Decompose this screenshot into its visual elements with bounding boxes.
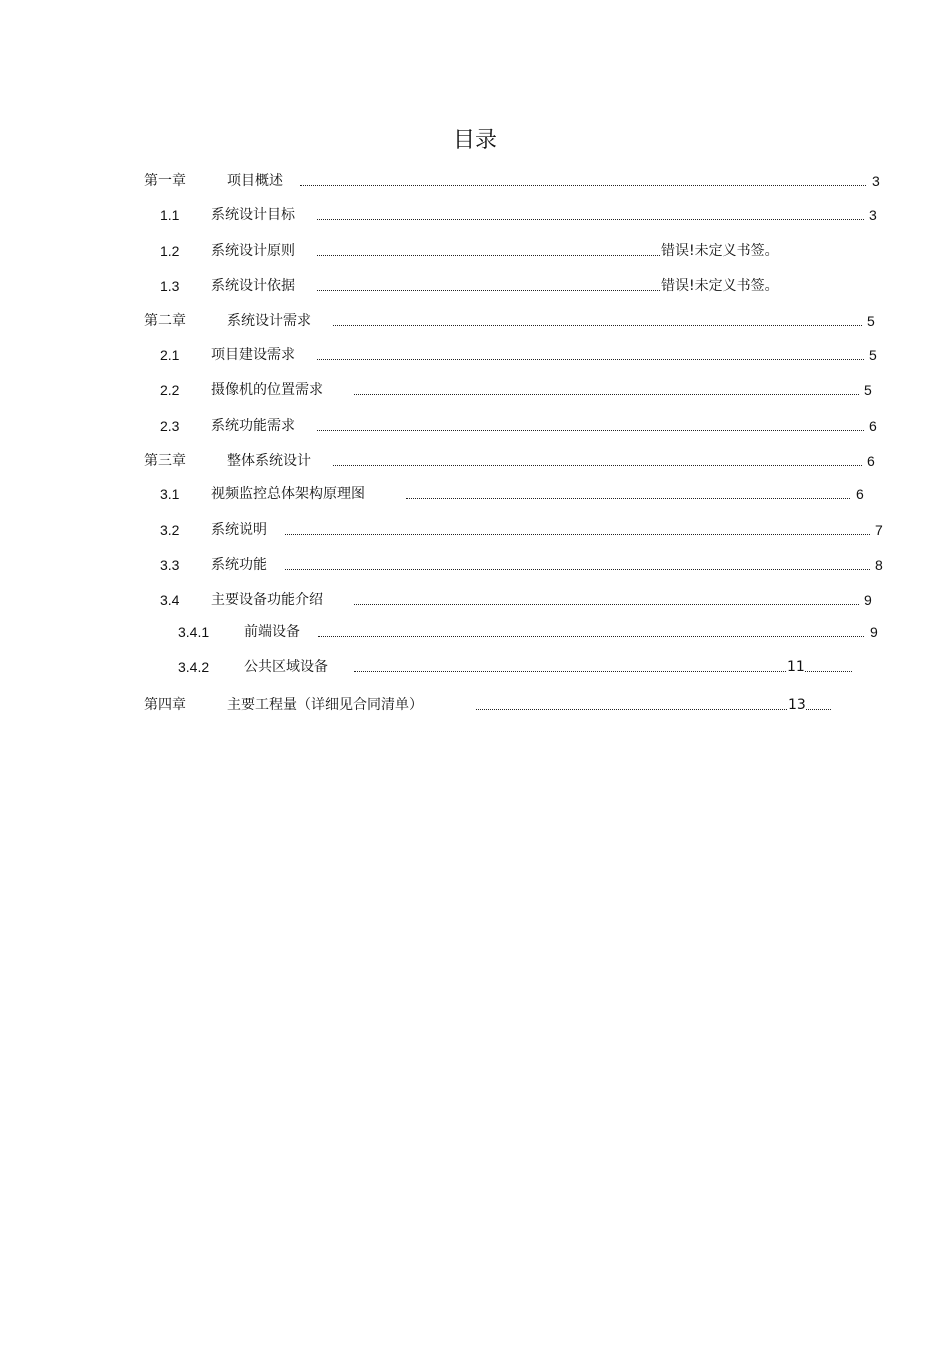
toc-entry-2-2[interactable]: [0, 379, 950, 401]
toc-entry-page: 7: [875, 522, 883, 538]
toc-entry-number: 第二章: [144, 313, 186, 329]
toc-entry-title: 系统功能: [211, 557, 267, 573]
toc-entry-number: 1.1: [160, 207, 180, 223]
toc-entry-title: 系统设计依据: [211, 278, 295, 294]
toc-dot-leader: [300, 185, 866, 186]
toc-entry-page: 5: [867, 313, 875, 329]
toc-entry-2-1[interactable]: [0, 344, 950, 366]
toc-dot-leader: [317, 290, 662, 291]
toc-dot-leader: [354, 671, 852, 672]
toc-entry-page: 3: [869, 207, 877, 223]
toc-entry-page: 6: [867, 453, 875, 469]
toc-entry-3-3[interactable]: [0, 554, 950, 576]
toc-entry-2-3[interactable]: [0, 415, 950, 437]
toc-entry-chapter-1[interactable]: [0, 170, 950, 192]
toc-entry-number: 1.2: [160, 243, 180, 259]
toc-dot-leader: [476, 709, 831, 710]
toc-dot-leader: [354, 604, 859, 605]
toc-entry-number: 3.4: [160, 592, 180, 608]
toc-entry-page: 3: [872, 173, 880, 189]
toc-entry-page: 6: [869, 418, 877, 434]
toc-entry-3-2[interactable]: [0, 519, 950, 541]
toc-dot-leader: [333, 325, 862, 326]
toc-entry-page: 5: [869, 347, 877, 363]
toc-entry-3-4-1[interactable]: [0, 621, 950, 643]
toc-entry-3-1[interactable]: [0, 483, 950, 505]
toc-entry-page: 13: [787, 694, 806, 716]
toc-entry-title: 主要工程量（详细见合同清单）: [227, 697, 423, 713]
toc-entry-number: 3.4.2: [178, 659, 210, 675]
toc-entry-number: 2.2: [160, 382, 180, 398]
toc-entry-title: 整体系统设计: [227, 453, 311, 469]
toc-dot-leader: [285, 569, 870, 570]
toc-entry-number: 第三章: [144, 453, 186, 469]
toc-entry-3-4[interactable]: [0, 589, 950, 611]
toc-entry-number: 3.1: [160, 486, 180, 502]
toc-entry-page: 5: [864, 382, 872, 398]
toc-title: 目录: [452, 128, 497, 153]
toc-entry-page: 9: [864, 592, 872, 608]
toc-entry-number: 1.3: [160, 278, 180, 294]
toc-dot-leader: [317, 359, 864, 360]
toc-dot-leader: [317, 255, 662, 256]
toc-dot-leader: [406, 498, 850, 499]
toc-entry-title: 项目建设需求: [211, 347, 295, 363]
toc-entry-page-error: 错误!未定义书签。: [660, 275, 779, 297]
toc-entry-page: 9: [870, 624, 878, 640]
toc-entry-3-4-2[interactable]: [0, 656, 950, 678]
toc-entry-title: 系统设计原则: [211, 243, 295, 259]
toc-dot-leader: [317, 430, 864, 431]
toc-dot-leader: [354, 394, 859, 395]
toc-entry-title: 项目概述: [227, 173, 283, 189]
toc-dot-leader: [317, 219, 864, 220]
toc-entry-page: 8: [875, 557, 883, 573]
toc-entry-title: 前端设备: [244, 624, 300, 640]
toc-entry-number: 3.2: [160, 522, 180, 538]
toc-dot-leader: [285, 534, 870, 535]
toc-entry-title: 系统功能需求: [211, 418, 295, 434]
toc-entry-title: 摄像机的位置需求: [211, 382, 323, 398]
toc-entry-title: 系统说明: [211, 522, 267, 538]
toc-entry-page-error: 错误!未定义书签。: [660, 240, 779, 262]
toc-entry-chapter-4[interactable]: [0, 694, 950, 716]
toc-entry-number: 第一章: [144, 173, 186, 189]
toc-dot-leader: [318, 636, 864, 637]
toc-entry-number: 3.4.1: [178, 624, 210, 640]
toc-entry-number: 2.3: [160, 418, 180, 434]
toc-entry-title: 公共区域设备: [244, 659, 328, 675]
toc-entry-1-3[interactable]: [0, 275, 950, 297]
toc-entry-1-1[interactable]: [0, 204, 950, 226]
toc-entry-number: 3.3: [160, 557, 180, 573]
toc-entry-number: 第四章: [144, 697, 186, 713]
toc-entry-chapter-2[interactable]: [0, 310, 950, 332]
toc-entry-title: 主要设备功能介绍: [211, 592, 323, 608]
toc-entry-title: 视频监控总体架构原理图: [211, 486, 365, 502]
toc-entry-title: 系统设计需求: [227, 313, 311, 329]
toc-entry-page: 11: [786, 656, 805, 678]
toc-entry-title: 系统设计目标: [211, 207, 295, 223]
toc-entry-page: 6: [856, 486, 864, 502]
toc-entry-1-2[interactable]: [0, 240, 950, 262]
toc-entry-chapter-3[interactable]: [0, 450, 950, 472]
toc-dot-leader: [333, 465, 862, 466]
toc-entry-number: 2.1: [160, 347, 180, 363]
